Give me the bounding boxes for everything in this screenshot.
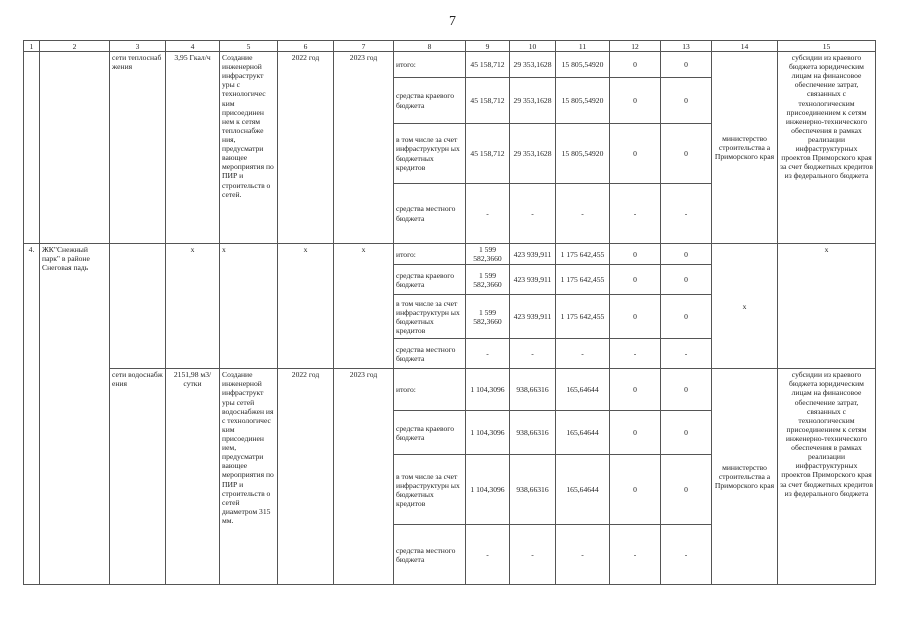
start-year-cell: х [278, 244, 334, 369]
funding-source-cell: средства краевого бюджета [394, 265, 466, 295]
funding-source-cell: средства местного бюджета [394, 339, 466, 369]
amount-total-cell: 1 104,3096 [466, 369, 510, 411]
amount-2023-cell: - [556, 339, 610, 369]
amount-2022-cell: 938,66316 [510, 455, 556, 525]
funding-source-cell: в том числе за счет инфраструктурн ых бюджетных кредитов [394, 295, 466, 339]
object-name-cell [40, 52, 110, 244]
header-cell: 8 [394, 41, 466, 52]
header-cell: 4 [166, 41, 220, 52]
amount-total-cell: 1 599 582,3660 [466, 244, 510, 265]
amount-2023-cell: 1 175 642,455 [556, 295, 610, 339]
funding-source-cell: средства местного бюджета [394, 184, 466, 244]
capacity-cell: х [166, 244, 220, 369]
description-cell: Создание инженерной инфраструкт уры с технологичес ким присоединен нем к сетям теплоснабже ния, предусматри вающее мероприятия по ПИР и строительств о сетей. [220, 52, 278, 244]
page-number: 7 [449, 14, 456, 29]
amount-col12-cell: 0 [610, 411, 661, 455]
note-cell: субсидии из краевого бюджета юридическим лицам на финансовое обеспечение затрат, связанных с технологическим присоединением к сетям инженерно-технического обеспечения в рамках реализации инфраструктурных проектов Приморского края за счет бюджетных кредитов из федерального бюджета [778, 52, 876, 244]
amount-2023-cell: 15 805,54920 [556, 78, 610, 124]
header-cell: 14 [712, 41, 778, 52]
header-row [24, 41, 876, 52]
header-cell: 7 [334, 41, 394, 52]
header-cell: 2 [40, 41, 110, 52]
amount-col12-cell: 0 [610, 78, 661, 124]
amount-2023-cell: 165,64644 [556, 369, 610, 411]
capacity-cell: 2151,98 м3/сутки [166, 369, 220, 585]
amount-col13-cell: - [661, 339, 712, 369]
description-cell: Создание инженерной инфраструкт уры сетей водоснабжен ия с технологичес ким присоединен ием, предусматри вающее мероприятия по ПИР и строительств о сетей диаметром 315 мм. [220, 369, 278, 585]
amount-2023-cell: 15 805,54920 [556, 52, 610, 78]
amount-col13-cell: 0 [661, 455, 712, 525]
funding-source-cell: итого: [394, 244, 466, 265]
object-name-cell: ЖК"Снежный парк" в районе Снеговая падь [40, 244, 110, 585]
funding-source-cell: итого: [394, 369, 466, 411]
network-type-cell: сети водоснабж ения [110, 369, 166, 585]
funding-source-cell: в том числе за счет инфраструктурн ых бюджетных кредитов [394, 124, 466, 184]
amount-total-cell: - [466, 184, 510, 244]
note-cell: субсидии из краевого бюджета юридическим лицам на финансовое обеспечение затрат, связанных с технологическим присоединением к сетям инженерно-технического обеспечения в рамках реализации инфраструктурных проектов Приморского края за счет бюджетных кредитов из федерального бюджета [778, 369, 876, 585]
amount-2023-cell: - [556, 184, 610, 244]
amount-col12-cell: 0 [610, 265, 661, 295]
amount-2022-cell: 423 939,911 [510, 295, 556, 339]
responsible-cell: министерство строительства а Приморского края [712, 369, 778, 585]
start-year-cell: 2022 год [278, 52, 334, 244]
table-row [24, 369, 876, 411]
amount-col13-cell: 0 [661, 124, 712, 184]
amount-col13-cell: 0 [661, 411, 712, 455]
amount-2023-cell: - [556, 525, 610, 585]
amount-col13-cell: - [661, 184, 712, 244]
network-type-cell: сети теплоснаб жения [110, 52, 166, 244]
amount-col13-cell: 0 [661, 369, 712, 411]
amount-total-cell: - [466, 339, 510, 369]
amount-total-cell: 45 158,712 [466, 124, 510, 184]
amount-col13-cell: 0 [661, 78, 712, 124]
capacity-cell: 3,95 Гкал/ч [166, 52, 220, 244]
table-row [24, 52, 876, 78]
end-year-cell: 2023 год [334, 52, 394, 244]
header-cell: 1 [24, 41, 40, 52]
row-number-cell: 4. [24, 244, 40, 585]
amount-2023-cell: 15 805,54920 [556, 124, 610, 184]
header-cell: 15 [778, 41, 876, 52]
amount-col12-cell: 0 [610, 295, 661, 339]
amount-2022-cell: 423 939,911 [510, 265, 556, 295]
amount-total-cell: 1 599 582,3660 [466, 265, 510, 295]
amount-col12-cell: 0 [610, 244, 661, 265]
amount-2023-cell: 165,64644 [556, 455, 610, 525]
funding-source-cell: средства краевого бюджета [394, 411, 466, 455]
amount-col12-cell: 0 [610, 369, 661, 411]
amount-2022-cell: - [510, 339, 556, 369]
start-year-cell: 2022 год [278, 369, 334, 585]
header-cell: 11 [556, 41, 610, 52]
table-row [24, 244, 876, 265]
amount-col13-cell: 0 [661, 52, 712, 78]
amount-2022-cell: - [510, 184, 556, 244]
amount-col13-cell: - [661, 525, 712, 585]
amount-col12-cell: 0 [610, 455, 661, 525]
row-number-cell [24, 52, 40, 244]
funding-source-cell: средства краевого бюджета [394, 78, 466, 124]
end-year-cell: х [334, 244, 394, 369]
amount-total-cell: - [466, 525, 510, 585]
amount-2022-cell: 29 353,1628 [510, 78, 556, 124]
amount-2022-cell: 29 353,1628 [510, 124, 556, 184]
responsible-cell: министерство строительства а Приморского края [712, 52, 778, 244]
amount-col13-cell: 0 [661, 295, 712, 339]
amount-2022-cell: 938,66316 [510, 411, 556, 455]
funding-source-cell: средства местного бюджета [394, 525, 466, 585]
header-cell: 6 [278, 41, 334, 52]
funding-source-cell: итого: [394, 52, 466, 78]
amount-total-cell: 45 158,712 [466, 78, 510, 124]
description-cell: х [220, 244, 278, 369]
header-cell: 12 [610, 41, 661, 52]
amount-2022-cell: 938,66316 [510, 369, 556, 411]
header-cell: 5 [220, 41, 278, 52]
note-cell: х [778, 244, 876, 369]
header-cell: 9 [466, 41, 510, 52]
end-year-cell: 2023 год [334, 369, 394, 585]
amount-total-cell: 45 158,712 [466, 52, 510, 78]
amount-col12-cell: - [610, 525, 661, 585]
header-cell: 10 [510, 41, 556, 52]
amount-col13-cell: 0 [661, 244, 712, 265]
amount-2023-cell: 1 175 642,455 [556, 265, 610, 295]
funding-source-cell: в том числе за счет инфраструктурн ых бюджетных кредитов [394, 455, 466, 525]
amount-2023-cell: 1 175 642,455 [556, 244, 610, 265]
amount-col12-cell: 0 [610, 52, 661, 78]
amount-2023-cell: 165,64644 [556, 411, 610, 455]
amount-2022-cell: 423 939,911 [510, 244, 556, 265]
amount-total-cell: 1 104,3096 [466, 411, 510, 455]
budget-table [23, 40, 876, 585]
amount-col13-cell: 0 [661, 265, 712, 295]
header-cell: 13 [661, 41, 712, 52]
network-type-cell [110, 244, 166, 369]
amount-total-cell: 1 104,3096 [466, 455, 510, 525]
amount-total-cell: 1 599 582,3660 [466, 295, 510, 339]
amount-col12-cell: - [610, 184, 661, 244]
amount-2022-cell: - [510, 525, 556, 585]
amount-col12-cell: 0 [610, 124, 661, 184]
amount-2022-cell: 29 353,1628 [510, 52, 556, 78]
responsible-cell: х [712, 244, 778, 369]
header-cell: 3 [110, 41, 166, 52]
amount-col12-cell: - [610, 339, 661, 369]
